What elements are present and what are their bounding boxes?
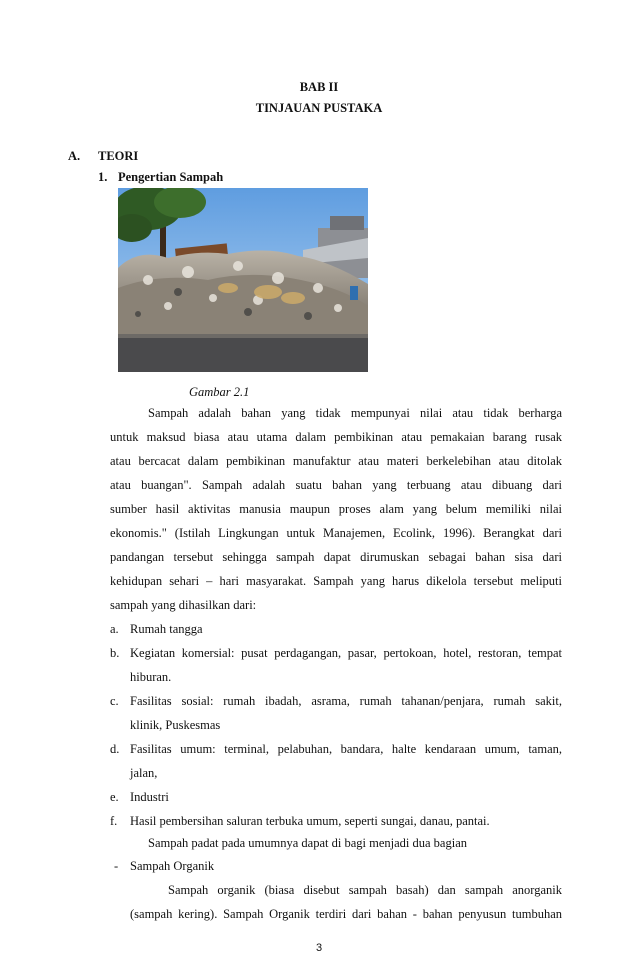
garbage-pile-illustration [118,188,368,372]
section-title: TEORI [98,149,139,163]
list-marker: c. [110,694,119,708]
list-item: Industri [130,790,169,804]
paragraph-line: sumber hasil aktivitas manusia maupun proses alam yang belum memiliki nilai [110,502,562,516]
list-item-continued: klinik, Puskesmas [130,718,221,732]
paragraph-line: kehidupan sehari – hari masyarakat. Sampah yang harus dikelola tersebut meliputi [110,574,562,588]
chapter-heading: BAB II [299,80,339,94]
paragraph-line: ekonomis." (Istilah Lingkungan untuk Manajemen, Ecolink, 1996). Berangkat dari [110,526,562,540]
paragraph-line: sampah yang dihasilkan dari: [110,598,257,612]
list-item: Rumah tangga [130,622,203,636]
figure-caption: Gambar 2.1 [189,385,250,399]
list-item-continued: hiburan. [130,670,172,684]
paragraph-line: untuk maksud biasa atau utama dalam pembikinan atau pemakaian barang rusak [110,430,562,444]
list-marker: d. [110,742,120,756]
list-marker: b. [110,646,120,660]
list-item-continued: jalan, [130,766,158,780]
chapter-title: TINJAUAN PUSTAKA [255,101,383,115]
dash-marker: - [114,859,119,873]
section-letter: A. [68,149,81,163]
subsection-title: Pengertian Sampah [118,170,224,184]
list-marker: e. [110,790,119,804]
organic-line: (sampah kering). Sampah Organik terdiri dari bahan - bahan penyusun tumbuhan [130,907,562,921]
paragraph-line: atau buangan". Sampah adalah suatu bahan yang terbuang atau dibuang dari [110,478,562,492]
organic-title: Sampah Organik [130,859,215,873]
list-marker: a. [110,622,119,636]
paragraph-line: atau bercacat dalam pembikinan manufaktur atau materi berkelebihan atau ditolak [110,454,562,468]
list-marker: f. [110,814,118,828]
subsection-number: 1. [98,170,108,184]
paragraph-line: Sampah adalah bahan yang tidak mempunyai nilai atau tidak berharga [148,406,562,420]
page-number: 3 [315,942,323,954]
paragraph-line: pandangan tersebut sehingga sampah dapat dirumuskan sebagai bahan sisa dari [110,550,562,564]
garbage-pile-photo [118,188,368,372]
list-item: Fasilitas sosial: rumah ibadah, asrama, rumah tahanan/penjara, rumah sakit, [130,694,562,708]
list-item: Kegiatan komersial: pusat perdagangan, pasar, pertokoan, hotel, restoran, tempat [130,646,562,660]
list-item: Fasilitas umum: terminal, pelabuhan, bandara, halte kendaraan umum, taman, [130,742,562,756]
division-sentence: Sampah padat pada umumnya dapat di bagi menjadi dua bagian [148,836,468,850]
organic-line: Sampah organik (biasa disebut sampah basah) dan sampah anorganik [168,883,562,897]
list-item: Hasil pembersihan saluran terbuka umum, seperti sungai, danau, pantai. [130,814,490,828]
